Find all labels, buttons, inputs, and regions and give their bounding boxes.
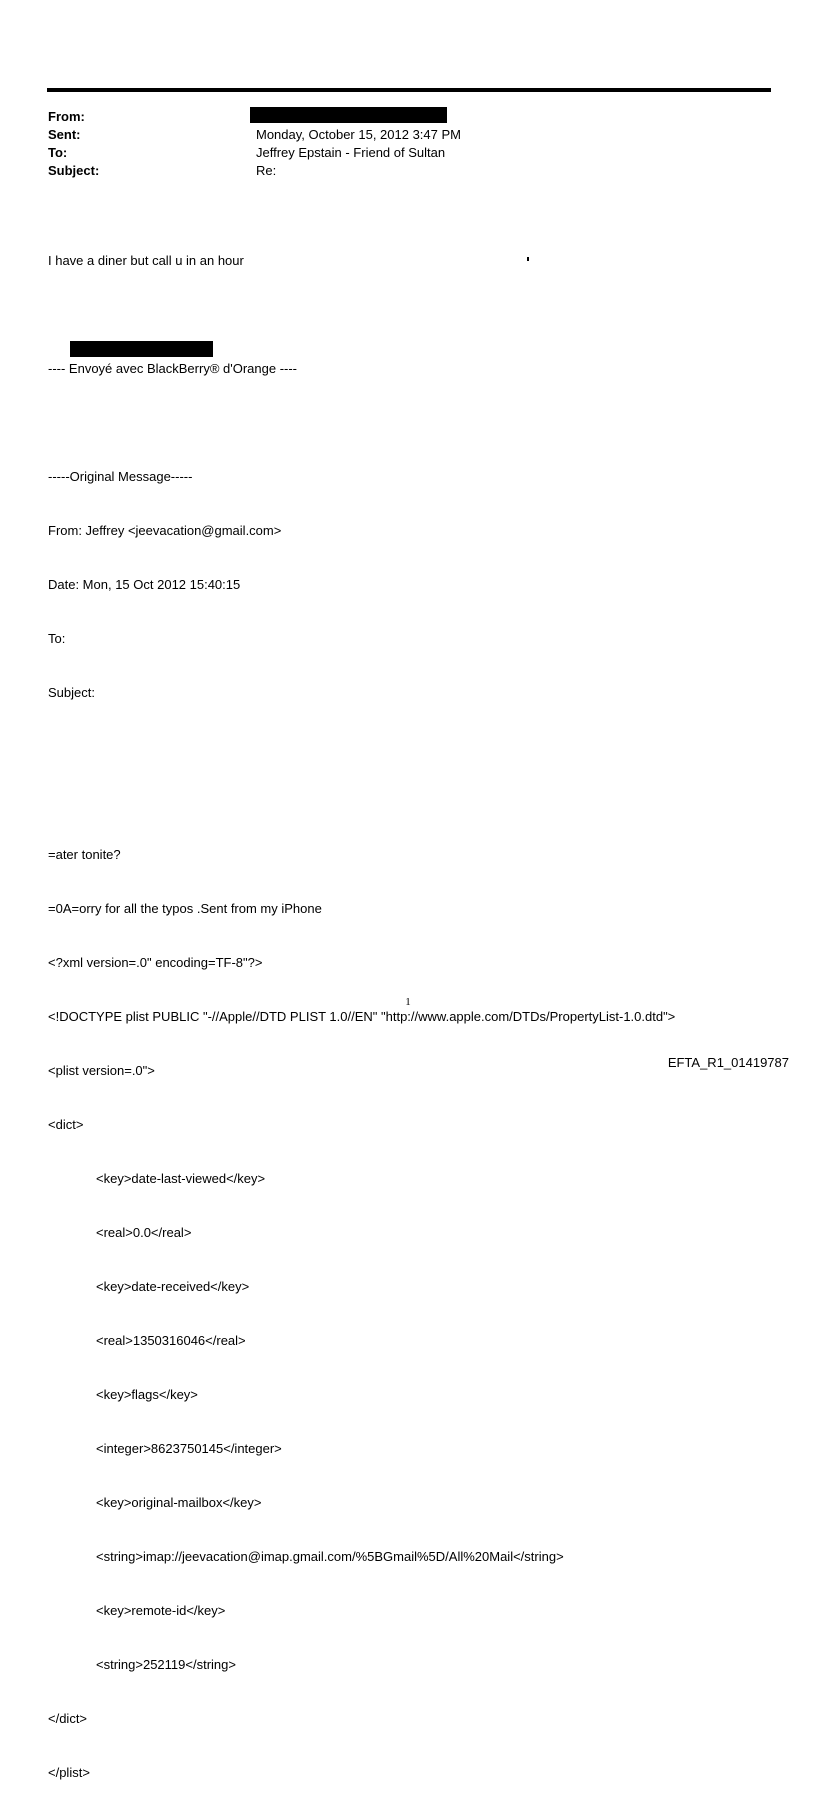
document-id: EFTA_R1_01419787 [667, 1055, 789, 1070]
dict-line: <key>flags</key> [96, 1387, 198, 1402]
reply-body [48, 216, 675, 1800]
dict-line: <integer>8623750145</integer> [96, 1441, 282, 1456]
content-line: <plist version=.0"> [48, 1063, 155, 1078]
content-line: =ater tonite? [48, 847, 121, 862]
from-label: From: [48, 109, 85, 124]
subject-label: Subject: [48, 163, 100, 178]
content-line: <dict> [48, 1117, 84, 1132]
dict-line: <key>remote-id</key> [96, 1603, 226, 1618]
blank-line [48, 792, 675, 810]
dict-line: <key>date-last-viewed</key> [96, 1171, 266, 1186]
dict-line: <string>252119</string> [96, 1657, 236, 1672]
closing-line: </dict> [48, 1711, 88, 1726]
reply-line: I have a diner but call u in an hour [48, 253, 244, 268]
subject-value: Re: [256, 163, 277, 178]
dict-line: <real>1350316046</real> [96, 1333, 246, 1348]
dict-line: <real>0.0</real> [96, 1225, 192, 1240]
to-label: To: [48, 145, 68, 160]
to-value: Jeffrey Epstain - Friend of Sultan [256, 145, 446, 160]
content-line: <!DOCTYPE plist PUBLIC "-//Apple//DTD PLIST 1.0//EN" "http://www.apple.com/DTDs/PropertyList-1.0.dtd"> [48, 1009, 676, 1024]
page-number: 1 [405, 996, 411, 1008]
sent-label: Sent: [48, 127, 81, 142]
header-divider-rule [47, 88, 771, 92]
redaction-box-from [250, 107, 447, 123]
original-to-line: To: [48, 631, 69, 646]
dict-line: <key>date-received</key> [96, 1279, 250, 1294]
sent-value: Monday, October 15, 2012 3:47 PM [256, 127, 461, 142]
original-subject-line: Subject: [48, 685, 95, 700]
closing-line: </plist> [48, 1765, 90, 1780]
blank-line [48, 738, 675, 756]
original-divider: -----Original Message----- [48, 469, 193, 484]
blank-line [48, 306, 675, 324]
dict-line: <string>imap://jeevacation@imap.gmail.com/%5BGmail%5D/All%20Mail</string> [96, 1549, 564, 1564]
original-from-line: From: Jeffrey <jeevacation@gmail.com> [48, 523, 282, 538]
dict-line: <key>original-mailbox</key> [96, 1495, 262, 1510]
redaction-box-to [70, 341, 213, 357]
content-line: =0A=orry for all the typos .Sent from my iPhone [48, 901, 322, 916]
blank-line [48, 414, 675, 432]
stray-mark [527, 257, 529, 261]
content-line: <?xml version=.0" encoding=TF-8"?> [48, 955, 263, 970]
signature-line: ---- Envoyé avec BlackBerry® d'Orange ---- [48, 361, 298, 376]
original-date-line: Date: Mon, 15 Oct 2012 15:40:15 [48, 577, 241, 592]
